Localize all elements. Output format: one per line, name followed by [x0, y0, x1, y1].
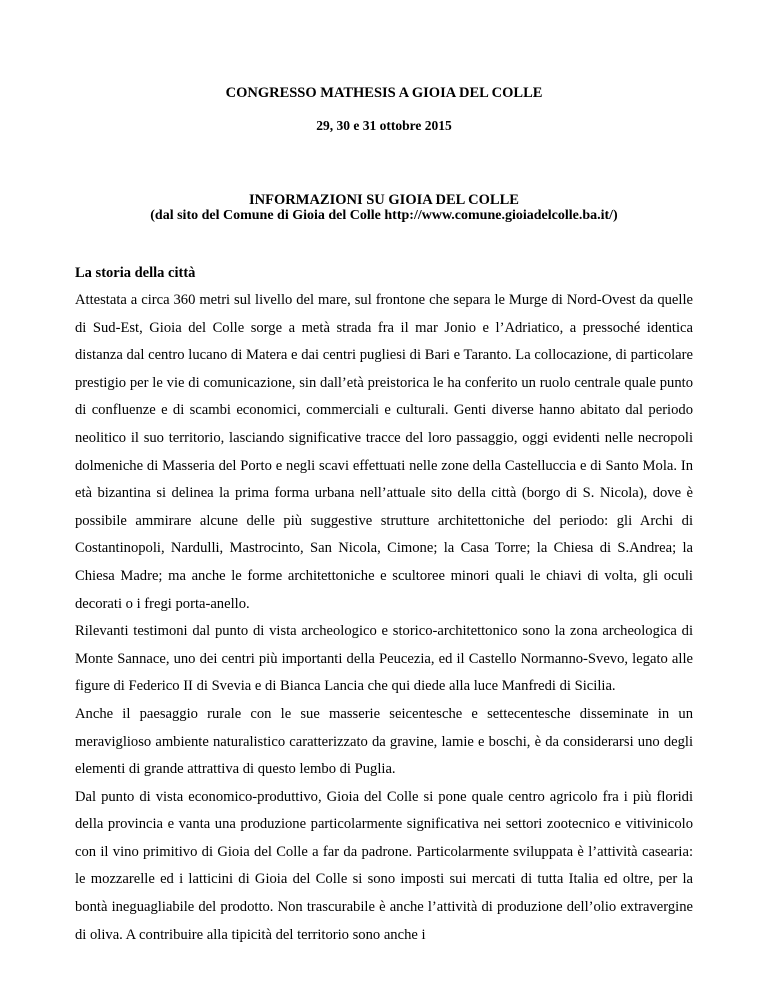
paragraph-history: Attestata a circa 360 metri sul livello del mare, sul frontone che separa le Murge di Nord-Ovest da quelle di Sud-Est, Gioia del Colle sorge a metà strada fra il mar Jonio e l’Adriatico, a pressoché identica distanza dal centro lucano di Matera e dai centri pugliesi di Bari e Taranto. La collocazione, di particolare prestigio per le vie di comunicazione, sin dall’età preistorica le ha conferito un ruolo centrale quale punto di confluenze e di scambi economici, commerciali e culturali. Genti diverse hanno abitato dal periodo neolitico il suo territorio, lasciando significative tracce del loro passaggio, oggi evidenti nelle necropoli dolmeniche di Masseria del Porto e negli scavi effettuati nelle zone della Castelluccia e di Santo Mola. In età bizantina si delinea la prima forma urbana nell’attuale sito della città (borgo di S. Nicola), dove è possibile ammirare alcune delle più suggestive strutture architettoniche del periodo: gli Archi di Costantinopoli, Nardulli, Mastrocinto, San Nicola, Cimone; la Casa Torre; la Chiesa di S.Andrea; la Chiesa Madre; ma anche le forme architettoniche e scultoree minori quali le chiavi di volta, gli oculi decorati o i fregi porta-anello. — [75, 292, 693, 612]
paragraph-economy: Dal punto di vista economico-produttivo, Gioia del Colle si pone quale centro agricolo fra i più floridi della provincia e vanta una produzione particolarmente significativa nei settori zootecnico e vitivinicolo con il vino primitivo di Gioia del Colle a far da padrone. Particolarmente sviluppata è l’attività casearia: le mozzarelle ed i latticini di Gioia del Colle si sono imposti sui mercati di tutta Italia ed oltre, per la bontà ineguagliabile del prodotto. Non trascurabile è anche l’attività di produzione dell’olio extravergine di oliva. A contribuire alla tipicità del territorio sono anche i — [75, 788, 693, 943]
info-subtitle: (dal sito del Comune di Gioia del Colle http://www.comune.gioiadelcolle.ba.it/) — [150, 208, 618, 223]
paragraph-archaeology: Rilevanti testimoni dal punto di vista archeologico e storico-architettonico sono la zona archeologica di Monte Sannace, uno dei centri più importanti della Peucezia, ed il Castello Normanno-Svevo, legato alle figure di Federico II di Svevia e di Bianca Lancia che qui diede alla luce Manfredi di Sicilia. — [75, 623, 693, 695]
congress-title: CONGRESSO MATHESIS A GIOIA DEL COLLE — [225, 85, 543, 101]
paragraph-landscape: Anche il paesaggio rurale con le sue masserie seicentesche e settecentesche disseminate in un meraviglioso ambiente naturalistico caratterizzato da gravine, lamie e boschi, è da considerarsi uno degli elementi di grande attrattiva di questo lembo di Puglia. — [75, 705, 693, 778]
info-title: INFORMAZIONI SU GIOIA DEL COLLE — [249, 192, 519, 208]
congress-dates: 29, 30 e 31 ottobre 2015 — [316, 118, 452, 133]
section-heading: La storia della città — [75, 265, 196, 281]
body-text — [75, 287, 693, 949]
